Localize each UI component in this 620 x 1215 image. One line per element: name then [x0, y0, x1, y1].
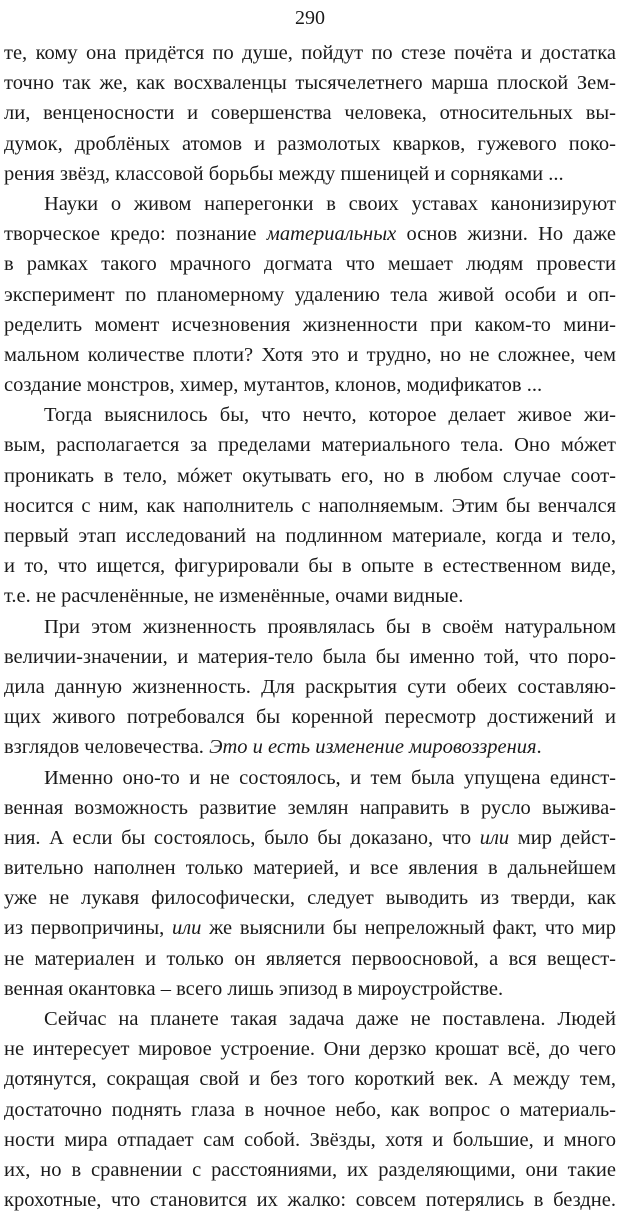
text-segment: их, но в сравнении с расстояниями, их разделяющими, они такие	[4, 1158, 616, 1181]
text-line	[4, 68, 616, 98]
text-segment: и то, что ищется, фигурировали бы в опыте в естественном виде,	[4, 555, 616, 578]
text-segment: создание монстров, химер, мутантов, клонов, модификатов ...	[4, 374, 543, 397]
text-segment: .	[536, 736, 542, 759]
text-segment: взглядов человечества.	[4, 736, 210, 759]
text-line	[4, 642, 616, 672]
text-segment: величии-значении, и материя-тело была бы именно той, что поро-	[4, 645, 616, 668]
text-line	[4, 370, 616, 400]
text-segment: вым, располагается за пределами материального тела. Оно мóжет	[4, 434, 616, 457]
italic-text: или	[479, 826, 510, 849]
text-line	[4, 1155, 616, 1185]
text-line	[4, 944, 616, 974]
text-line	[4, 491, 616, 521]
text-line	[4, 551, 616, 581]
text-line	[4, 280, 616, 310]
text-segment: ности мира отпадает сам собой. Звёзды, хотя и большие, и много	[4, 1128, 616, 1151]
text-segment: Именно оно-то и не состоялось, и тем была упущена единст-	[44, 766, 616, 789]
text-line	[4, 159, 616, 189]
text-segment: Науки о живом наперегонки в своих уставах канонизируют	[44, 192, 616, 215]
text-segment: из первопричины,	[4, 917, 172, 940]
text-segment: мир дейст-	[509, 826, 616, 849]
text-segment: ния. А если бы состоялось, было бы доказано, что	[4, 826, 480, 849]
text-line	[4, 461, 616, 491]
text-segment: ределить момент исчезновения жизненности при каком-то мини-	[4, 313, 616, 336]
text-segment: не материален и только он является первоосновой, а вся вещест-	[4, 947, 616, 970]
text-line	[4, 974, 616, 1004]
text-segment: достаточно поднять глаза в ночное небо, как вопрос о материаль-	[4, 1098, 616, 1121]
page-number: 290	[295, 7, 325, 29]
text-segment: же выяснили бы непреложный факт, что мир	[201, 917, 616, 940]
text-segment: дила данную жизненность. Для раскрытия сути обеих составляю-	[4, 675, 616, 698]
text-segment: точно так же, как восхваленцы тысячелетнего марша плоской Зем-	[4, 72, 616, 95]
text-segment: т.е. не расчленённые, не изменённые, очами видные.	[4, 585, 464, 608]
text-segment: в рамках такого мрачного догмата что мешает людям провести	[4, 253, 616, 276]
text-segment: думок, дроблёных атомов и размолотых кварков, гужевого поко-	[4, 132, 616, 155]
text-segment: рения звёзд, классовой борьбы между пшеницей и сорняками ...	[4, 162, 564, 185]
text-line	[4, 672, 616, 702]
text-segment: первый этап исследований на подлинном материале, когда и тело,	[4, 525, 616, 547]
text-line	[4, 853, 616, 883]
text-line	[4, 38, 616, 68]
text-segment: основ жизни. Но даже	[396, 223, 616, 246]
text-line	[4, 1185, 616, 1215]
text-segment: эксперимент по планомерному удалению тела живой особи и оп-	[4, 283, 616, 306]
text-segment: Тогда выяснилось бы, что нечто, которое делает живое жи-	[44, 404, 616, 427]
text-segment: венная окантовка – всего лишь эпизод в мироустройстве.	[4, 977, 504, 1000]
text-line	[4, 913, 616, 943]
text-segment: Сейчас на планете такая задача даже не поставлена. Людей	[44, 1008, 616, 1030]
text-line	[4, 581, 616, 611]
text-segment: крохотные, что становится их жалко: совсем потерялись в бездне.	[4, 1189, 616, 1212]
text-line	[4, 521, 616, 551]
text-line	[4, 883, 616, 913]
text-line	[4, 612, 616, 642]
text-segment: мальном количестве плоти? Хотя это и трудно, но не сложнее, чем	[4, 343, 616, 366]
text-line	[4, 340, 616, 370]
text-line	[4, 763, 616, 793]
text-line	[4, 823, 616, 853]
italic-text: Это и есть изменение мировоззрения	[209, 736, 537, 759]
text-line	[4, 430, 616, 460]
text-line	[4, 732, 616, 762]
text-line	[4, 702, 616, 732]
text-line	[4, 98, 616, 128]
text-segment: те, кому она придётся по душе, пойдут по стезе почёта и достатка	[4, 42, 616, 64]
text-line	[4, 310, 616, 340]
italic-text: или	[171, 917, 202, 940]
text-segment: уже не лукавя философически, следует выводить из тверди, как	[4, 887, 616, 910]
text-line	[4, 1034, 616, 1064]
text-line	[4, 219, 616, 249]
text-segment: При этом жизненность проявлялась бы в своём натуральном	[44, 615, 616, 638]
text-line	[4, 129, 616, 159]
text-line	[4, 1095, 616, 1125]
text-segment: не интересует мировое устроение. Они дерзко крошат всё, до чего	[4, 1038, 616, 1061]
text-segment: венная возможность развитие землян направить в русло выжива-	[4, 796, 616, 819]
text-line	[4, 400, 616, 430]
text-segment: вительно наполнен только материей, и все явления в дальнейшем	[4, 857, 616, 880]
text-line	[4, 1125, 616, 1155]
text-segment: носится с ним, как наполнитель с наполняемым. Этим бы венчался	[4, 494, 616, 517]
text-line	[4, 189, 616, 219]
body-text	[4, 38, 616, 1215]
text-segment: ли, венценосности и совершенства человека, относительных вы-	[4, 102, 616, 125]
text-line	[4, 249, 616, 279]
text-segment: щих живого потребовался бы коренной пересмотр достижений и	[4, 706, 616, 729]
text-segment: творческое кредо: познание	[4, 223, 267, 246]
text-line	[4, 793, 616, 823]
text-line	[4, 1064, 616, 1094]
text-segment: проникать в тело, мóжет окутывать его, но в любом случае соот-	[4, 464, 616, 487]
italic-text: материальных	[266, 223, 397, 246]
text-segment: дотянутся, сокращая свой и без того короткий век. А между тем,	[4, 1068, 616, 1091]
text-line	[4, 1004, 616, 1034]
